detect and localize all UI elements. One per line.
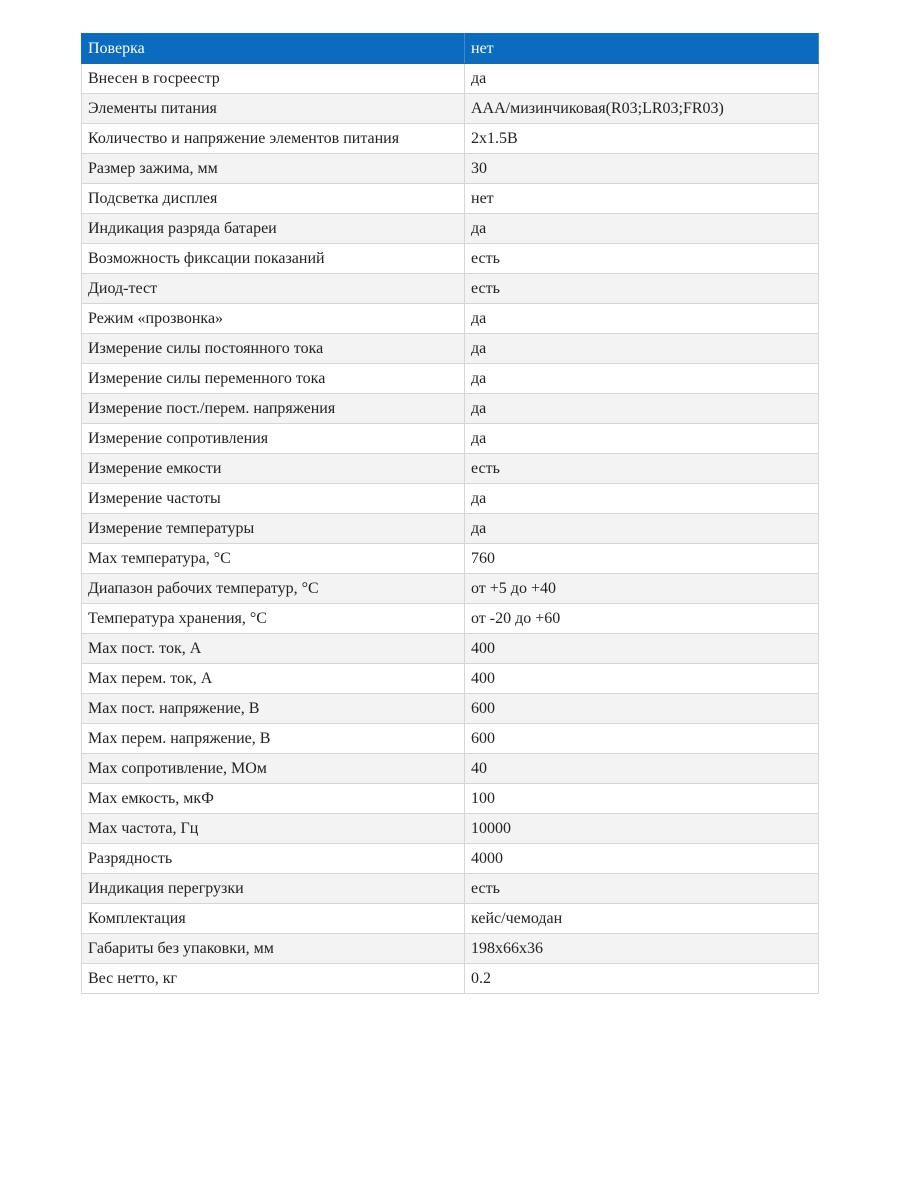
row-value-cell: 400 [465, 664, 819, 694]
row-value-cell: кейс/чемодан [465, 904, 819, 934]
row-label-cell: Возможность фиксации показаний [82, 244, 465, 274]
row-label-cell: Измерение температуры [82, 514, 465, 544]
row-label-cell: Режим «прозвонка» [82, 304, 465, 334]
row-label-cell: Подсветка дисплея [82, 184, 465, 214]
table-row [82, 124, 819, 154]
row-label-cell: Индикация разряда батареи [82, 214, 465, 244]
row-value-cell: от -20 до +60 [465, 604, 819, 634]
table-row [82, 394, 819, 424]
table-row [82, 574, 819, 604]
row-label-cell: Размер зажима, мм [82, 154, 465, 184]
row-label-cell: Max пост. напряжение, В [82, 694, 465, 724]
row-label-cell: Внесен в госреестр [82, 64, 465, 94]
table-row [82, 544, 819, 574]
row-value-cell: есть [465, 244, 819, 274]
row-value-cell: да [465, 364, 819, 394]
table-row [82, 334, 819, 364]
row-value-cell: да [465, 394, 819, 424]
row-value-cell: 10000 [465, 814, 819, 844]
row-value-cell: 30 [465, 154, 819, 184]
table-row [82, 424, 819, 454]
specifications-table [81, 33, 819, 994]
row-label-cell: Max перем. ток, А [82, 664, 465, 694]
row-value-cell: AAA/мизинчиковая(R03;LR03;FR03) [465, 94, 819, 124]
table-row [82, 364, 819, 394]
row-value-cell: есть [465, 274, 819, 304]
table-row [82, 814, 819, 844]
row-label-cell: Max перем. напряжение, В [82, 724, 465, 754]
table-row [82, 844, 819, 874]
table-row [82, 754, 819, 784]
row-value-cell: 100 [465, 784, 819, 814]
table-row [82, 274, 819, 304]
header-label-cell: Поверка [82, 34, 465, 64]
table-row [82, 484, 819, 514]
row-label-cell: Max частота, Гц [82, 814, 465, 844]
row-value-cell: 40 [465, 754, 819, 784]
row-label-cell: Измерение силы переменного тока [82, 364, 465, 394]
row-label-cell: Габариты без упаковки, мм [82, 934, 465, 964]
row-label-cell: Диод-тест [82, 274, 465, 304]
table-row [82, 304, 819, 334]
row-label-cell: Температура хранения, °C [82, 604, 465, 634]
table-row [82, 904, 819, 934]
row-label-cell: Элементы питания [82, 94, 465, 124]
row-value-cell: 600 [465, 724, 819, 754]
row-value-cell: 760 [465, 544, 819, 574]
row-value-cell: 4000 [465, 844, 819, 874]
row-label-cell: Max температура, °C [82, 544, 465, 574]
table-row [82, 454, 819, 484]
row-value-cell: да [465, 334, 819, 364]
row-label-cell: Измерение частоты [82, 484, 465, 514]
row-value-cell: да [465, 304, 819, 334]
row-value-cell: есть [465, 874, 819, 904]
row-value-cell: 0.2 [465, 964, 819, 994]
table-row [82, 664, 819, 694]
row-value-cell: да [465, 514, 819, 544]
row-value-cell: да [465, 424, 819, 454]
table-row [82, 694, 819, 724]
table-row [82, 184, 819, 214]
row-value-cell: да [465, 64, 819, 94]
row-label-cell: Комплектация [82, 904, 465, 934]
table-row [82, 214, 819, 244]
table-row [82, 64, 819, 94]
row-label-cell: Вес нетто, кг [82, 964, 465, 994]
row-value-cell: 2x1.5В [465, 124, 819, 154]
table-row [82, 94, 819, 124]
row-value-cell: 400 [465, 634, 819, 664]
row-value-cell: да [465, 484, 819, 514]
row-label-cell: Измерение пост./перем. напряжения [82, 394, 465, 424]
table-row [82, 634, 819, 664]
row-label-cell: Max емкость, мкФ [82, 784, 465, 814]
header-value-cell: нет [465, 34, 819, 64]
table-row [82, 244, 819, 274]
row-value-cell: есть [465, 454, 819, 484]
table-row [82, 724, 819, 754]
row-value-cell: 198x66x36 [465, 934, 819, 964]
row-label-cell: Измерение емкости [82, 454, 465, 484]
row-value-cell: нет [465, 184, 819, 214]
row-label-cell: Количество и напряжение элементов питания [82, 124, 465, 154]
table-row [82, 784, 819, 814]
row-value-cell: да [465, 214, 819, 244]
row-label-cell: Измерение силы постоянного тока [82, 334, 465, 364]
specifications-table-body [82, 34, 819, 994]
table-row [82, 604, 819, 634]
row-label-cell: Индикация перегрузки [82, 874, 465, 904]
table-row [82, 874, 819, 904]
table-header-row [82, 34, 819, 64]
row-label-cell: Max пост. ток, А [82, 634, 465, 664]
table-row [82, 964, 819, 994]
table-row [82, 934, 819, 964]
row-label-cell: Измерение сопротивления [82, 424, 465, 454]
table-row [82, 514, 819, 544]
table-row [82, 154, 819, 184]
row-label-cell: Диапазон рабочих температур, °C [82, 574, 465, 604]
row-value-cell: от +5 до +40 [465, 574, 819, 604]
row-label-cell: Разрядность [82, 844, 465, 874]
row-value-cell: 600 [465, 694, 819, 724]
row-label-cell: Max сопротивление, МОм [82, 754, 465, 784]
